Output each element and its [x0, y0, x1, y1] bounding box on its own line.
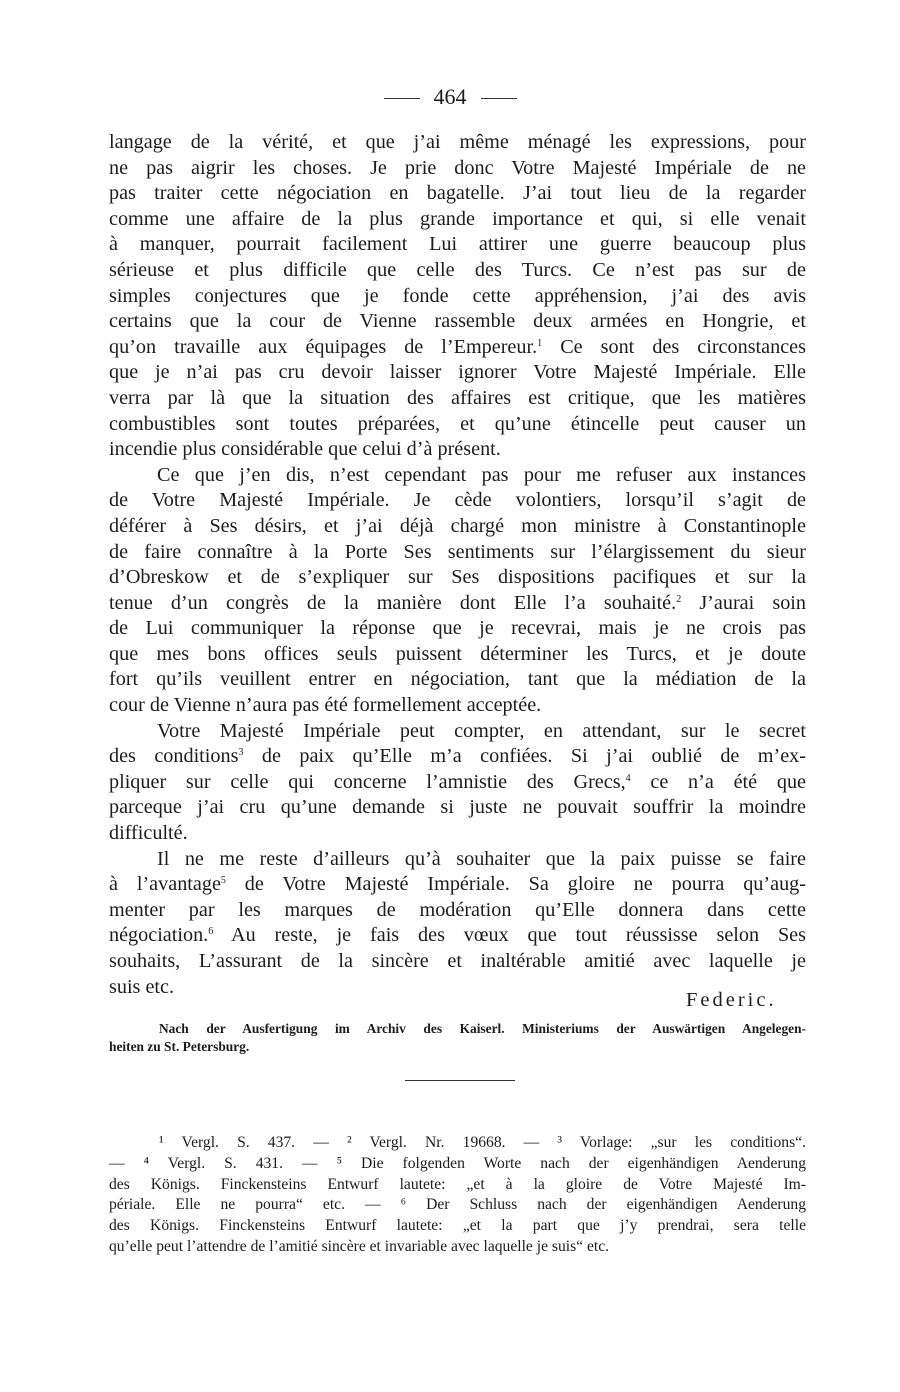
- body-line: [109, 744, 806, 770]
- footnote-mark: 3: [238, 747, 244, 759]
- body-line: de Lui communiquer la réponse que je recevrai, mais je ne crois pas: [109, 617, 806, 640]
- footnote-line: périale. Elle ne pourra“ etc. — ⁶ Der Schluss nach der eigenhändigen Aenderung: [109, 1196, 806, 1214]
- source-note: [109, 1020, 806, 1056]
- body-text-run: de paix qu’Elle m’a confiées. Si j’ai oublié de m’ex-: [261, 745, 807, 768]
- body-line: verra par là que la situation des affaires est critique, que les matières: [109, 386, 806, 409]
- body-line: [109, 923, 806, 949]
- body-line: langage de la vérité, et que j’ai même ménagé les expressions, pour: [109, 131, 806, 153]
- body-line: que je n’ai pas cru devoir laisser ignorer Votre Majesté Impériale. Elle: [109, 361, 806, 384]
- footnote-mark: 6: [208, 926, 214, 938]
- body-text-run: pliquer sur celle qui concerne l’amnistie des Grecs,: [109, 770, 626, 793]
- body-text-run: de Votre Majesté Impériale. Sa gloire ne pourra qu’aug-: [244, 873, 806, 896]
- body-line: cour de Vienne n’aura pas été formellement acceptée.: [109, 694, 542, 717]
- body-line: de Votre Majesté Impériale. Je cède volontiers, lorsqu’il s’agit de: [109, 489, 806, 512]
- body-text-run: négociation.: [109, 924, 209, 947]
- footnote-line: des Königs. Finckensteins Entwurf lautete: „et la part que j’y prendrai, sera telle: [109, 1217, 806, 1235]
- body-line: d’Obreskow et de s’expliquer sur Ses dispositions pacifiques et sur la: [109, 566, 806, 589]
- footnote-line: — ⁴ Vergl. S. 431. — ⁵ Die folgenden Worte nach der eigenhändigen Aenderung: [109, 1154, 806, 1172]
- body-text-run: Au reste, je fais des vœux que tout réussisse selon Ses: [231, 924, 807, 947]
- body-line: comme une affaire de la plus grande importance et qui, si elle venait: [109, 207, 806, 230]
- footnote-separator-rule: [405, 1080, 515, 1081]
- page-number: 464: [433, 84, 467, 109]
- body-text-run: des conditions: [109, 745, 239, 768]
- body-line: certains que la cour de Vienne rassemble deux armées en Hongrie, et: [109, 310, 806, 333]
- body-line: simples conjectures que je fonde cette appréhension, j’ai des avis: [109, 284, 806, 307]
- body-line: souhaits, L’assurant de la sincère et inaltérable amitié avec laquelle je: [109, 950, 806, 972]
- body-text-run: Ce sont des circonstances: [560, 335, 806, 358]
- body-text-run: à l’avantage: [109, 873, 221, 896]
- letter-body: [109, 130, 806, 1000]
- page-header: [0, 84, 900, 110]
- body-text-run: qu’on travaille aux équipages de l’Empereur.: [109, 335, 538, 358]
- body-line: sérieuse et plus difficile que celle des Turcs. Ce n’est pas sur de: [109, 258, 806, 281]
- footnote-mark: 5: [220, 875, 226, 887]
- footnote-line: qu’elle peut l’attendre de l’amitié sincère et invariable avec laquelle je suis“ etc.: [109, 1237, 610, 1255]
- source-note-line: Nach der Ausfertigung im Archiv des Kaiserl. Ministeriums der Auswärtigen Angelegen-: [159, 1021, 806, 1036]
- body-line: que mes bons offices seuls puissent déterminer les Turcs, et je doute: [109, 642, 806, 665]
- body-text-run: ce n’a été que: [650, 770, 807, 793]
- body-line: de faire connaître à la Porte Ses sentiments sur l’élargissement du sieur: [109, 540, 806, 563]
- body-line: fort qu’ils veuillent entrer en négociation, tant que la médiation de la: [109, 668, 806, 691]
- body-line: à manquer, pourrait facilement Lui attirer une guerre beaucoup plus: [109, 233, 806, 256]
- body-line: Il ne me reste d’ailleurs qu’à souhaiter que la paix puisse se faire: [157, 847, 806, 870]
- body-line: incendie plus considérable que celui d’à présent.: [109, 438, 501, 461]
- body-text-run: J’aurai soin: [699, 591, 807, 614]
- body-line: [109, 591, 806, 617]
- body-line: [109, 335, 806, 361]
- body-line: pas traiter cette négociation en bagatelle. J’ai tout lieu de la regarder: [109, 182, 806, 205]
- body-line: ne pas aigrir les choses. Je prie donc Votre Majesté Impériale de ne: [109, 156, 806, 179]
- footnote-mark: 1: [537, 337, 543, 349]
- body-line: [109, 872, 806, 898]
- body-line: combustibles sont toutes préparées, et qu’une étincelle peut causer un: [109, 412, 806, 435]
- body-line: menter par les marques de modération qu’Elle donnera dans cette: [109, 898, 806, 921]
- body-line: Votre Majesté Impériale peut compter, en attendant, sur le secret: [157, 719, 806, 742]
- body-text-run: tenue d’un congrès de la manière dont Elle l’a souhaité.: [109, 591, 677, 614]
- footnotes: [109, 1133, 806, 1258]
- footnote-line: des Königs. Finckensteins Entwurf lautete: „et à la gloire de Votre Majesté Im-: [109, 1175, 806, 1193]
- signature: Federic.: [686, 989, 777, 1011]
- header-dash-left: [384, 98, 420, 99]
- body-line: Ce que j’en dis, n’est cependant pas pour me refuser aux instances: [157, 463, 806, 486]
- source-note-line: heiten zu St. Petersburg.: [109, 1039, 250, 1054]
- header-dash-right: [481, 98, 517, 99]
- footnote-mark: 4: [625, 772, 631, 784]
- body-line: difficulté.: [109, 822, 188, 845]
- body-line: [109, 770, 806, 796]
- body-line: suis etc.: [109, 975, 175, 998]
- body-line: déférer à Ses désirs, et j’ai déjà chargé mon ministre à Constantinople: [109, 514, 806, 537]
- footnote-line: ¹ Vergl. S. 437. — ² Vergl. Nr. 19668. — ³ Vorlage: „sur les conditions“.: [159, 1134, 806, 1151]
- body-line: parceque j’ai cru qu’une demande si juste ne pouvait souffrir la moindre: [109, 796, 806, 819]
- footnote-mark: 2: [676, 593, 682, 605]
